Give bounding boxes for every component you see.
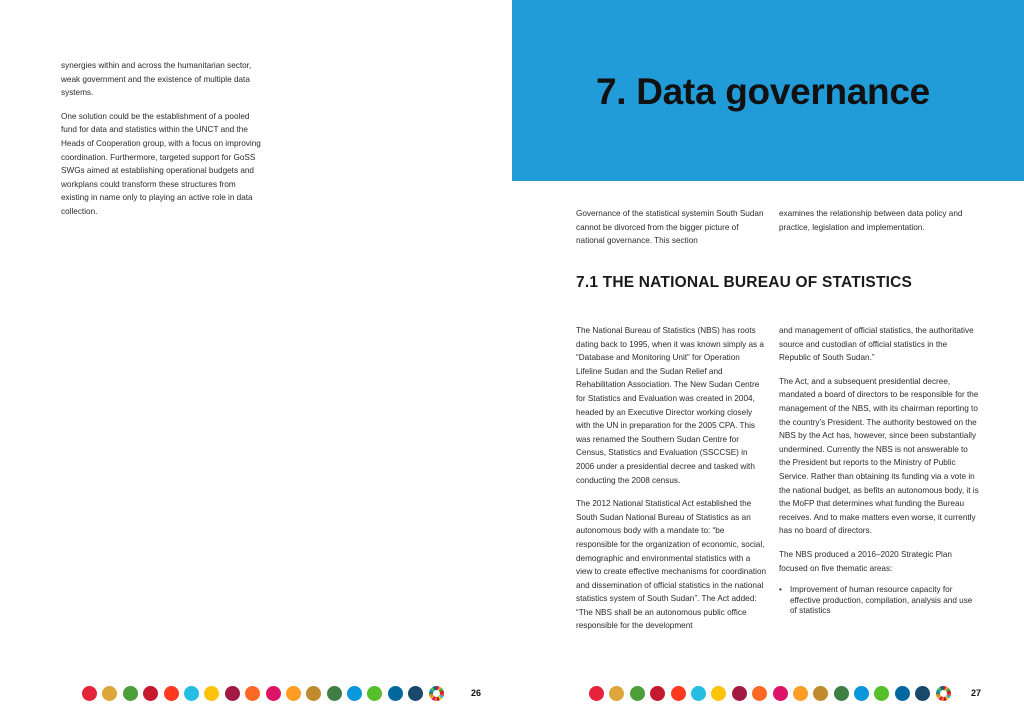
list-item bbox=[779, 585, 979, 617]
sdg-goal-dot-icon bbox=[711, 686, 726, 701]
sdg-goal-dot-icon bbox=[895, 686, 910, 701]
bullet-icon: • bbox=[779, 585, 782, 595]
left-paragraph-1: synergies within and across the humanitarian sector, weak government and the existence of multiple data systems. bbox=[61, 61, 252, 98]
intro-column-2 bbox=[779, 207, 979, 244]
sdg-goal-dot-icon bbox=[286, 686, 301, 701]
sdg-goal-dot-icon bbox=[752, 686, 767, 701]
sdg-goal-dot-icon bbox=[793, 686, 808, 701]
main-column-2 bbox=[779, 324, 979, 617]
sdg-goal-dot-icon bbox=[813, 686, 828, 701]
sdg-goal-dot-icon bbox=[102, 686, 117, 701]
intro-paragraph-2: examines the relationship between data policy and practice, legislation and implementation. bbox=[779, 209, 963, 232]
sdg-goal-dot-icon bbox=[609, 686, 624, 701]
intro-paragraph-1: Governance of the statistical systemin South Sudan cannot be divorced from the bigger picture of national governance. This section bbox=[576, 209, 764, 246]
sdg-goal-dot-icon bbox=[408, 686, 423, 701]
sdg-goal-dot-icon bbox=[123, 686, 138, 701]
section-heading: 7.1 THE NATIONAL BUREAU OF STATISTICS bbox=[576, 274, 913, 291]
mandate-continuation-paragraph: and management of official statistics, the authoritative source and custodian of official statistics in the Republic of South Sudan.” bbox=[779, 326, 974, 363]
sdg-icon-row-left bbox=[82, 686, 444, 701]
board-authority-paragraph: The Act, and a subsequent presidential decree, mandated a board of directors to be responsible for the management of the NBS, with its chairman reporting to the country’s President. The authority bestowed on the NBS by the Act has, however, since been substantially undermined. Currently the NBS is not answerable to the President but reports to the Ministry of Public Service. Rather than obtaining its funding via a vote in the national budget, as befits an autonomous body, it is the MoFP that determines what funding the Bureau receives. And to make matters even worse, it currently has no board of directors. bbox=[779, 376, 979, 536]
sdg-goal-dot-icon bbox=[225, 686, 240, 701]
main-column-1 bbox=[576, 324, 768, 643]
chapter-banner bbox=[512, 0, 1024, 181]
sdg-goal-dot-icon bbox=[347, 686, 362, 701]
sdg-goal-dot-icon bbox=[245, 686, 260, 701]
left-column bbox=[61, 59, 261, 229]
right-page bbox=[512, 0, 1024, 724]
sdg-goal-dot-icon bbox=[327, 686, 342, 701]
sdg-wheel-icon bbox=[429, 686, 444, 701]
nbs-history-paragraph: The National Bureau of Statistics (NBS) has roots dating back to 1995, when it was known simply as a “Database and Monitoring Unit” for Operation Lifeline Sudan and the Sudan Relief and Rehabilitation Association. The New Sudan Centre for Statistics and Evaluation was created in 2004, headed by an Executive Director working closely with the UN in preparation for the 2005 CPA. This was renamed the Southern Sudan Centre for Census, Statistics and Evaluation (SSCCSE) in 2006 under a presidential decree and tasked with conducting the 2008 census. bbox=[576, 326, 764, 485]
sdg-wheel-icon bbox=[936, 686, 951, 701]
sdg-goal-dot-icon bbox=[915, 686, 930, 701]
sdg-goal-dot-icon bbox=[874, 686, 889, 701]
sdg-goal-dot-icon bbox=[854, 686, 869, 701]
list-item-text: Improvement of human resource capacity for effective production, compilation, analysis and use of statistics bbox=[790, 585, 973, 616]
sdg-goal-dot-icon bbox=[630, 686, 645, 701]
sdg-goal-dot-icon bbox=[732, 686, 747, 701]
sdg-goal-dot-icon bbox=[589, 686, 604, 701]
sdg-goal-dot-icon bbox=[164, 686, 179, 701]
sdg-goal-dot-icon bbox=[367, 686, 382, 701]
sdg-icon-row-right bbox=[589, 686, 951, 701]
strategic-plan-paragraph: The NBS produced a 2016–2020 Strategic Plan focused on five thematic areas: bbox=[779, 549, 952, 573]
left-paragraph-2: One solution could be the establishment of a pooled fund for data and statistics within the UNCT and the Heads of Cooperation group, with a focus on improving coordination. Furthermore, targeted support for GoSS SWGs aimed at establishing operational budgets and workplans could transform these structures from existing in name only to playing an active role in data collection. bbox=[61, 111, 261, 216]
intro-column-1 bbox=[576, 207, 766, 258]
statistical-act-paragraph: The 2012 National Statistical Act established the South Sudan National Bureau of Statistics as an autonomous body with a mandate to: “be responsible for the organization of economic, social, demographic and environmental statistics with a view to create effective mechanisms for coordination and dissemination of official statistics in the national statistics system of South Sudan”. The Act added: “The NBS shall be an autonomous public office responsible for the development bbox=[576, 499, 767, 631]
page-number-right: 27 bbox=[971, 688, 982, 698]
sdg-goal-dot-icon bbox=[671, 686, 686, 701]
sdg-goal-dot-icon bbox=[82, 686, 97, 701]
sdg-goal-dot-icon bbox=[834, 686, 849, 701]
sdg-goal-dot-icon bbox=[691, 686, 706, 701]
sdg-goal-dot-icon bbox=[143, 686, 158, 701]
chapter-title: 7. Data governance bbox=[596, 71, 930, 112]
sdg-goal-dot-icon bbox=[773, 686, 788, 701]
thematic-areas-list bbox=[779, 585, 979, 617]
sdg-goal-dot-icon bbox=[184, 686, 199, 701]
sdg-goal-dot-icon bbox=[204, 686, 219, 701]
sdg-goal-dot-icon bbox=[388, 686, 403, 701]
page-number-left: 26 bbox=[471, 688, 482, 698]
sdg-goal-dot-icon bbox=[650, 686, 665, 701]
sdg-goal-dot-icon bbox=[266, 686, 281, 701]
sdg-goal-dot-icon bbox=[306, 686, 321, 701]
